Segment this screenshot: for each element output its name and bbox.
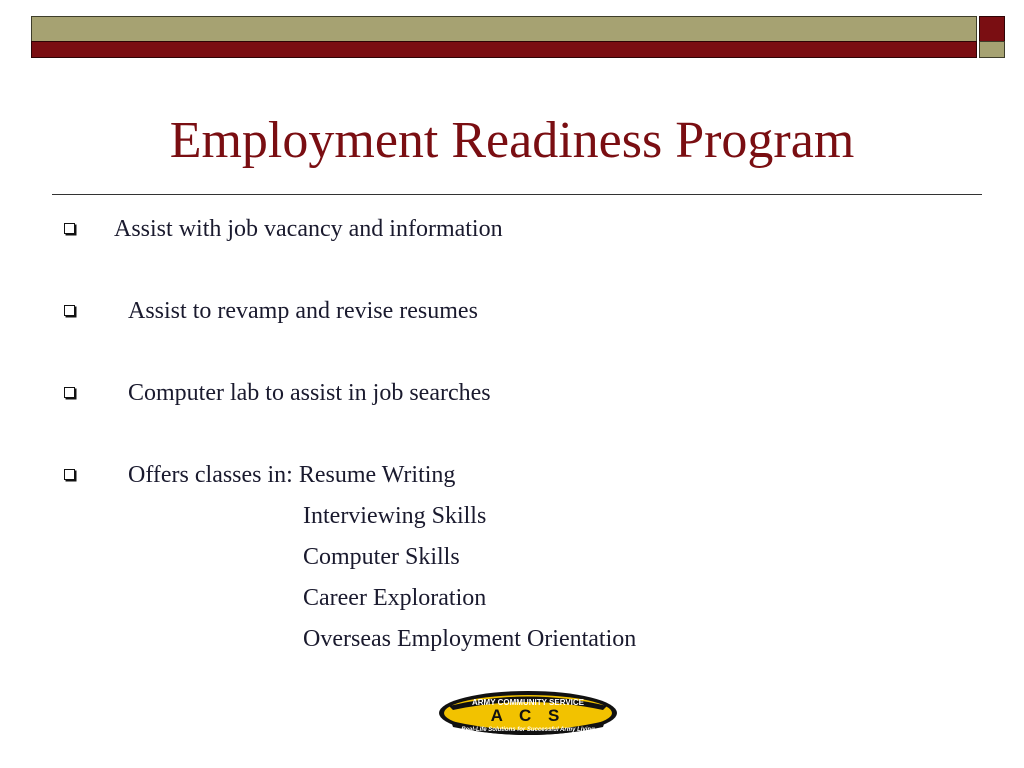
class-item: Overseas Employment Orientation xyxy=(303,626,637,652)
bullet-text: Computer lab to assist in job searches xyxy=(128,380,491,406)
slide-title: Employment Readiness Program xyxy=(169,112,855,169)
bullet-text: Assist with job vacancy and information xyxy=(114,216,503,242)
checkbox-bullet-icon xyxy=(64,387,75,398)
corner-square-olive xyxy=(979,41,1005,58)
checkbox-bullet-icon xyxy=(64,305,75,316)
class-item: Career Exploration xyxy=(303,585,487,611)
top-bar-maroon xyxy=(31,41,977,58)
checkbox-bullet-icon xyxy=(64,223,75,234)
logo-main-text: A C S xyxy=(490,706,566,725)
bullet-text: Assist to revamp and revise resumes xyxy=(128,298,478,324)
checkbox-bullet-icon xyxy=(64,469,75,480)
title-divider xyxy=(52,194,982,195)
logo-bottom-text: Real-Life Solutions for Successful Army Living xyxy=(461,727,595,733)
bullet-text: Offers classes in: Resume Writing xyxy=(128,462,456,488)
class-item: Interviewing Skills xyxy=(303,503,487,529)
corner-square-maroon xyxy=(979,16,1005,42)
acs-logo xyxy=(437,689,619,737)
class-item: Computer Skills xyxy=(303,544,460,570)
top-bar-olive xyxy=(31,16,977,42)
logo-top-text: ARMY COMMUNITY SERVICE xyxy=(471,698,585,707)
